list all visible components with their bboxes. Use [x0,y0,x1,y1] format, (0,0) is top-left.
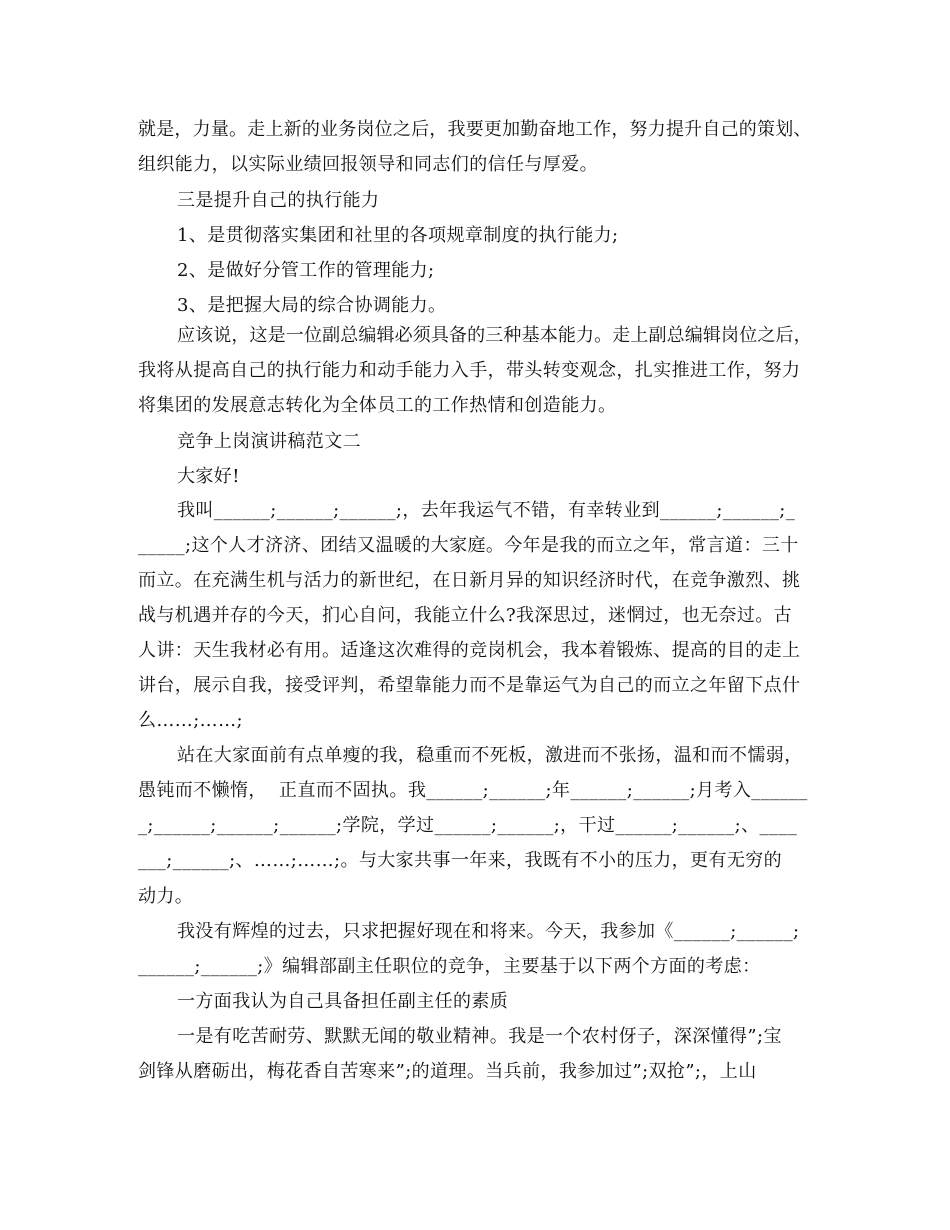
section-heading: 一方面我认为自己具备担任副主任的素质 [177,991,509,1012]
paragraph-line: 愚钝而不懒惰， 正直而不固执。我______;______;年______;______;月考入______ [138,780,808,801]
paragraph-line: 动力。 [138,886,194,907]
paragraph-line: 组织能力，以实际业绩回报领导和同志们的信任与厚爱。 [138,154,598,175]
paragraph-line: 我没有辉煌的过去，只求把握好现在和将来。今天，我参加《______;______; [177,921,800,942]
paragraph-line: 将集团的发展意志转化为全体员工的工作热情和创造能力。 [138,395,617,416]
paragraph-line: 么……;……; [138,710,243,731]
greeting: 大家好! [177,466,240,487]
paragraph-line: 就是，力量。走上新的业务岗位之后，我要更加勤奋地工作，努力提升自己的策划、 [138,119,812,140]
paragraph-line: 站在大家面前有点单瘦的我，稳重而不死板，激进而不张扬，温和而不懦弱， [177,745,803,766]
paragraph-line: 我叫______;______;______;，去年我运气不错，有幸转业到______;______;_ [177,500,796,521]
paragraph-line: 应该说，这是一位副总编辑必须具备的三种基本能力。走上副总编辑岗位之后， [177,325,812,346]
paragraph-line: 剑锋从磨砺出，梅花香自苦寒来”;的道理。当兵前，我参加过”;双抢”;，上山 [138,1061,757,1082]
list-item: 2、是做好分管工作的管理能力; [177,260,435,281]
paragraph-line: 我将从提高自己的执行能力和动手能力入手，带头转变观念，扎实推进工作，努力 [138,360,801,381]
list-item: 3、是把握大局的综合协调能力。 [177,295,447,316]
paragraph-line: 一是有吃苦耐劳、默默无闻的敬业精神。我是一个农村伢子，深深懂得”;宝 [177,1026,782,1047]
paragraph-line: _____;这个人才济济、团结又温暖的大家庭。今年是我的而立之年，常言道：三十 [138,535,799,556]
list-item: 1、是贯彻落实集团和社里的各项规章制度的执行能力; [177,225,619,246]
paragraph-line: _;______;______;______;学院，学过______;______;，干过______;______;、____ [138,815,798,836]
paragraph-line: 而立。在充满生机与活力的新世纪，在日新月异的知识经济时代，在竞争激烈、挑 [138,570,801,591]
article-title: 竞争上岗演讲稿范文二 [177,431,361,452]
paragraph-line: 战与机遇并存的今天，扪心自问，我能立什么?我深思过，迷惘过，也无奈过。古 [138,605,793,626]
paragraph-line: 人讲：天生我材必有用。适逢这次难得的竞岗机会，我本着锻炼、提高的目的走上 [138,640,801,661]
paragraph-line: ___;______;、……;……;。与大家共事一年来，我既有不小的压力，更有无穷的 [138,850,783,871]
paragraph-line: 讲台，展示自我，接受评判，希望靠能力而不是靠运气为自己的而立之年留下点什 [138,675,801,696]
paragraph-line: ______;______;》编辑部副主任职位的竞争，主要基于以下两个方面的考虑： [138,956,761,977]
section-heading: 三是提升自己的执行能力 [177,190,380,211]
